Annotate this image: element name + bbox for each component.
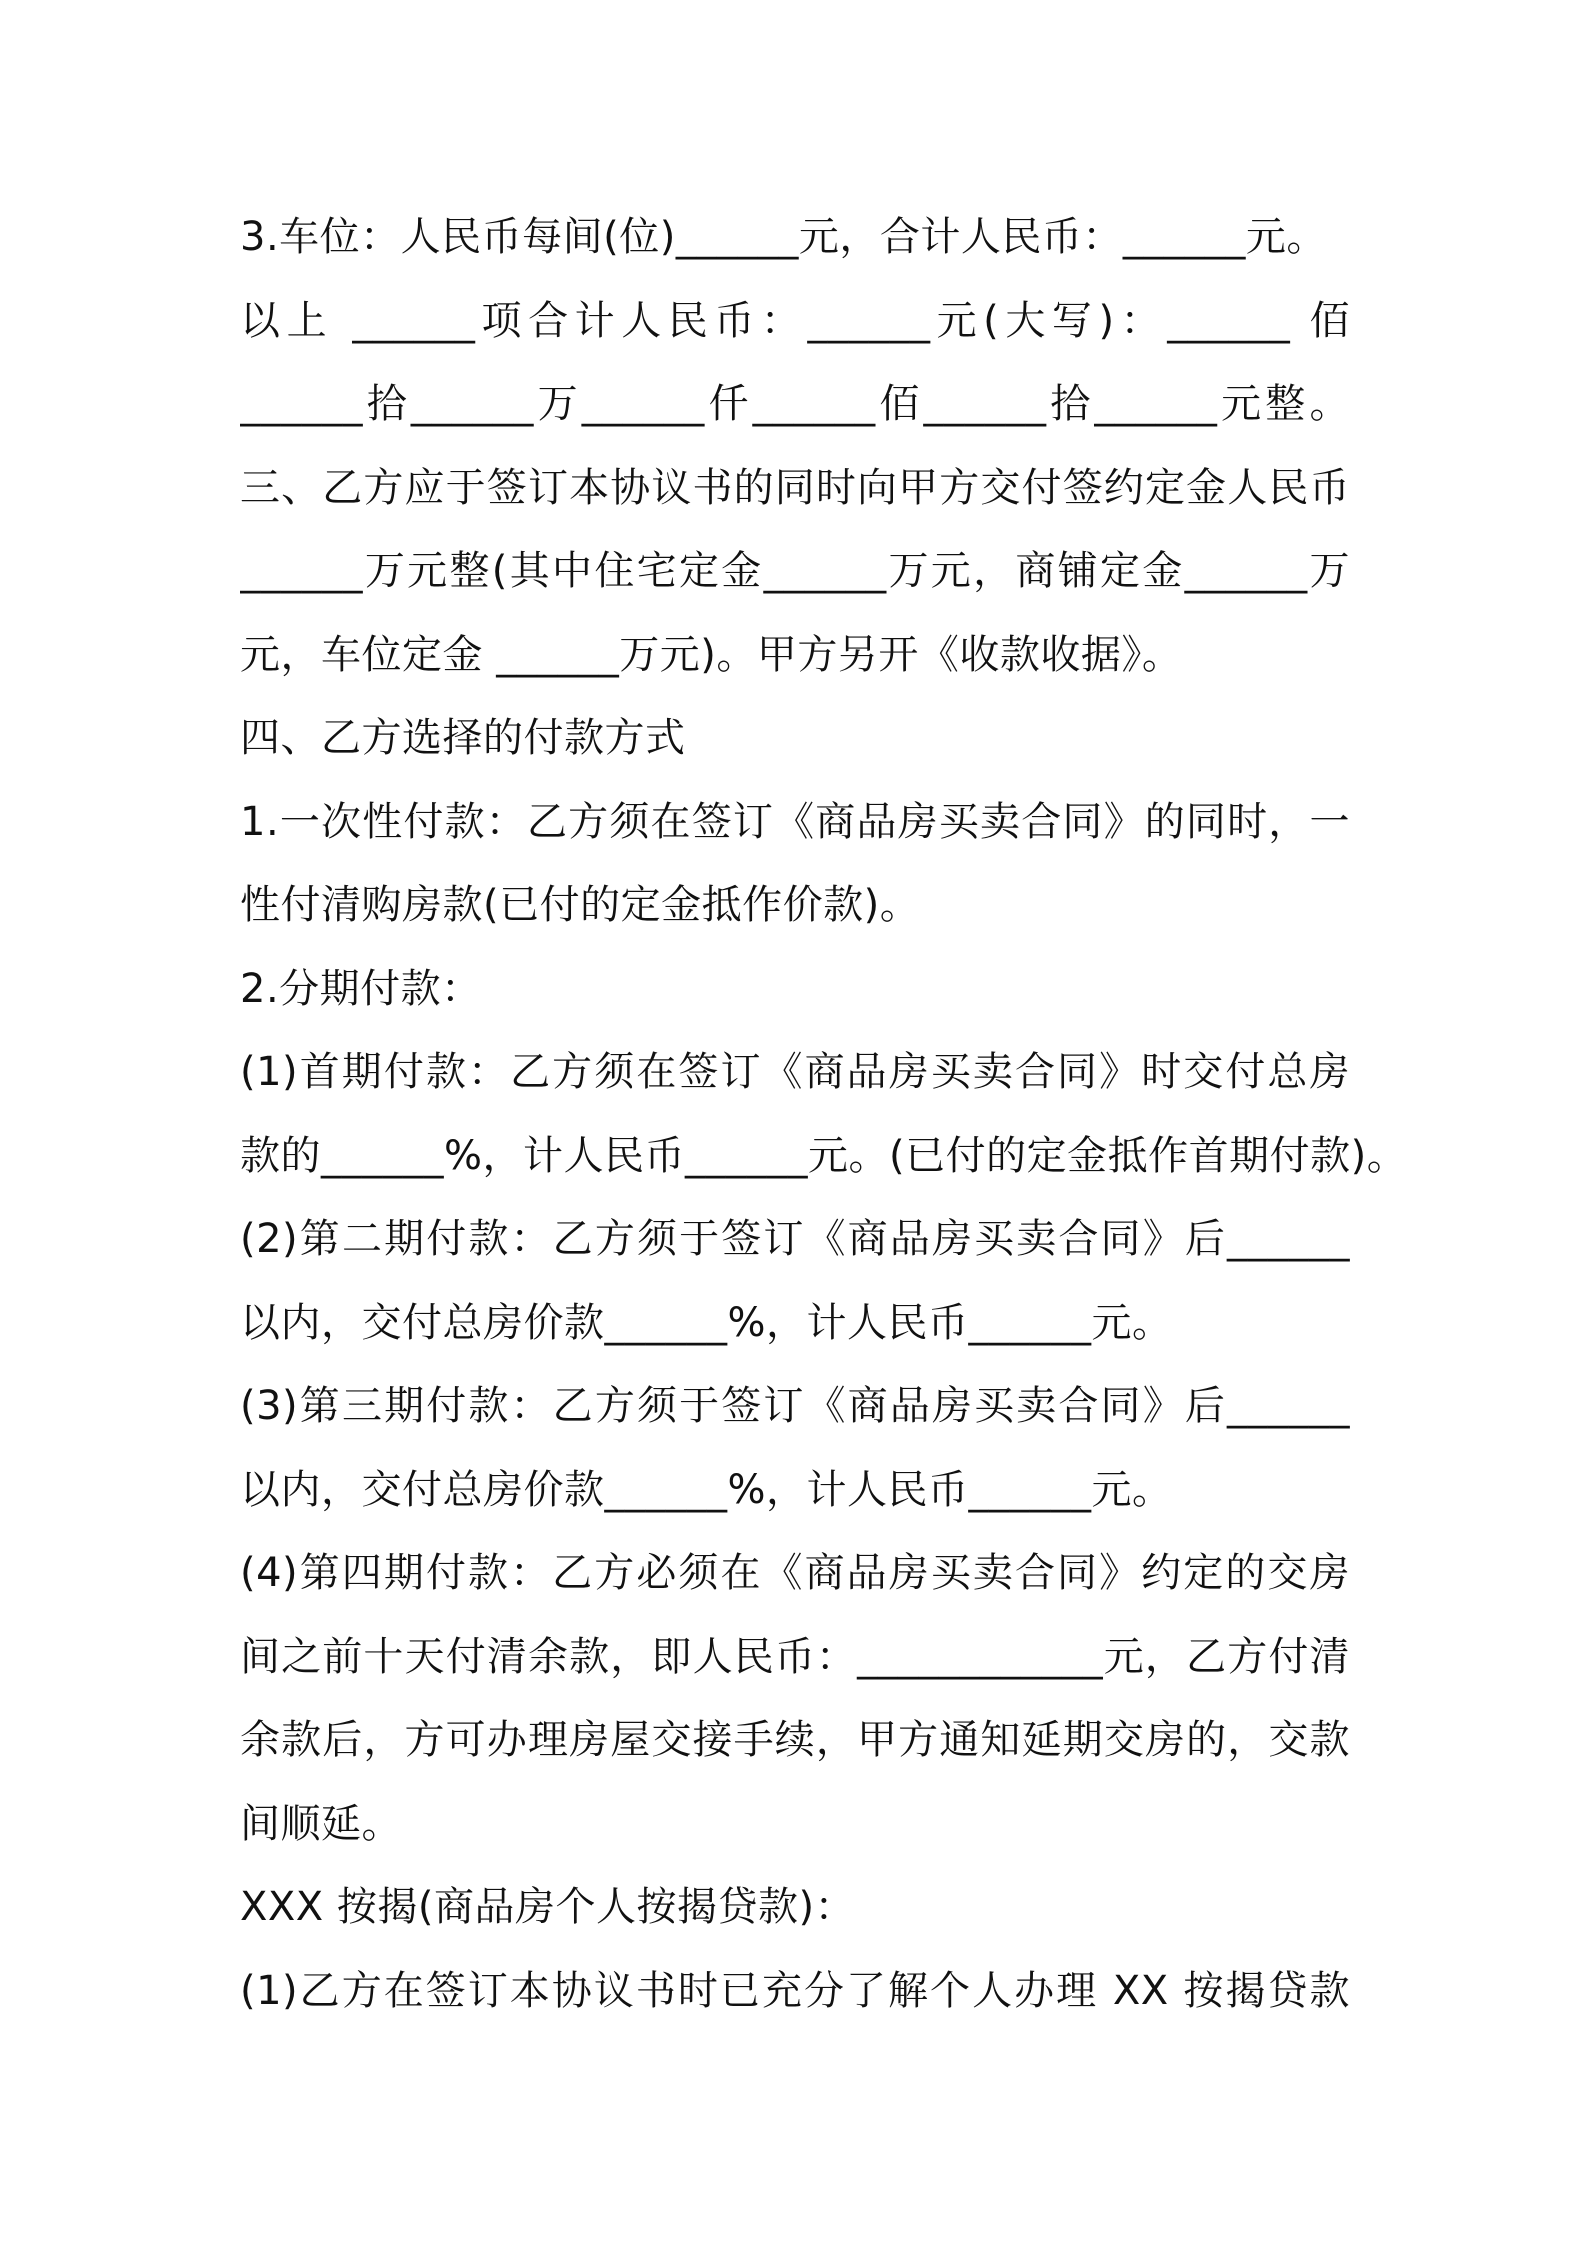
text-line: (1)乙方在签订本协议书时已充分了解个人办理 XX 按揭贷款 [240, 1967, 1350, 2014]
text-line: ______拾______万______仟______佰______拾______元整。 [240, 381, 1350, 427]
document-page [240, 196, 1408, 2033]
text-line: 以上 ______项合计人民币：______元(大写)：______ 佰 [240, 297, 1350, 344]
text-line: (1)首期付款：乙方须在签订《商品房买卖合同》时交付总房 [240, 1049, 1350, 1095]
text-line: 元，车位定金 ______万元)。甲方另开《收款收据》。 [240, 631, 1183, 678]
text-line: (4)第四期付款：乙方必须在《商品房买卖合同》约定的交房 [240, 1550, 1350, 1596]
text-line: 3.车位：人民币每间(位)______元，合计人民币：______元。 [240, 214, 1327, 260]
text-line: 2.分期付款： [240, 965, 482, 1012]
text-line: ______万元整(其中住宅定金______万元，商铺定金______万 [240, 548, 1350, 594]
text-line: 以内，交付总房价款______%，计人民币______元。 [240, 1466, 1173, 1513]
text-line: (2)第二期付款：乙方须于签订《商品房买卖合同》后______ [240, 1216, 1350, 1262]
text-line: 余款后，方可办理房屋交接手续，甲方通知延期交房的，交款 [240, 1717, 1350, 1763]
text-line: 以内，交付总房价款______%，计人民币______元。 [240, 1299, 1173, 1346]
text-line: 款的______%，计人民币______元。(已付的定金抵作首期付款)。 [240, 1132, 1408, 1179]
text-line: 间顺延。 [240, 1800, 402, 1847]
text-line: (3)第三期付款：乙方须于签订《商品房买卖合同》后______ [240, 1383, 1350, 1429]
text-line: 性付清购房款(已付的定金抵作价款)。 [240, 882, 921, 928]
text-line: 间之前十天付清余款，即人民币：____________元，乙方付清 [240, 1633, 1350, 1680]
text-line: 三、乙方应于签订本协议书的同时向甲方交付签约定金人民币 [240, 464, 1350, 511]
section-heading: 四、乙方选择的付款方式 [240, 715, 686, 761]
text-line: 1.一次性付款：乙方须在签订《商品房买卖合同》的同时，一 [240, 798, 1350, 845]
text-line: XXX 按揭(商品房个人按揭贷款)： [240, 1884, 856, 1930]
